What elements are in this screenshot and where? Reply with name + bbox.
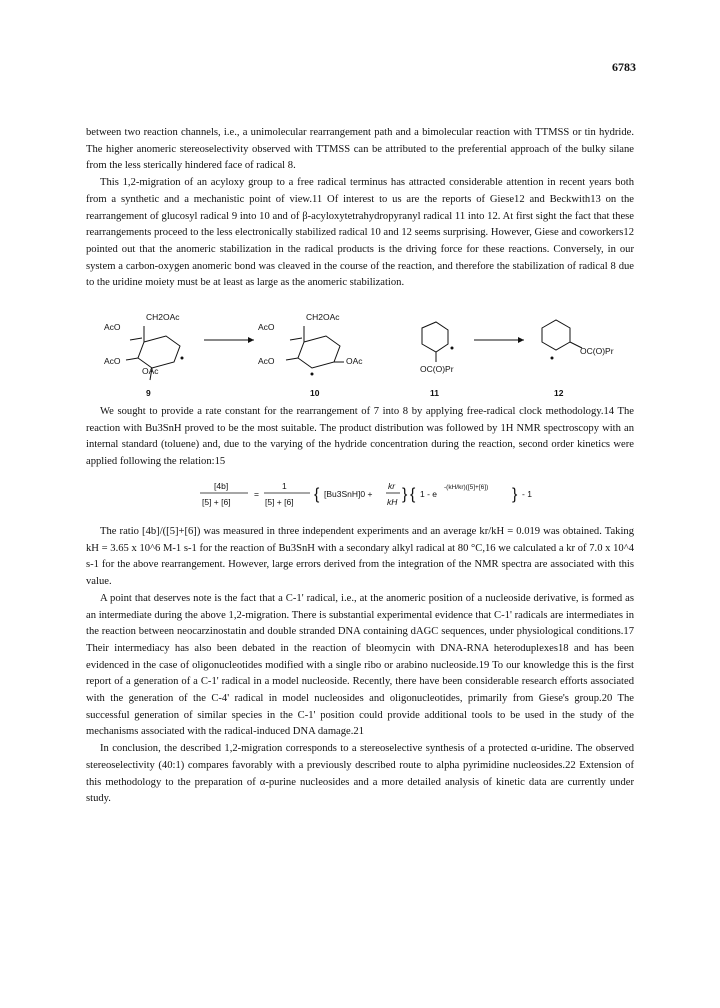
- compound-10-aco-b: AcO: [258, 356, 275, 366]
- eq-exp-base: 1 - e: [420, 489, 438, 499]
- compound-10-ch2oac: CH2OAc: [306, 312, 340, 322]
- paragraph-5: A point that deserves note is the fact that a C-1' radical, i.e., at the anomeric position of a nucleoside derivative, is formed as an intermediate during the above 1,2-migration. There is substantial experimental evidence that C-1' radicals are intermediates in the reaction between neocarzinostatin and double stranded DNA containing dAGC sequences, under physiological conditions.17 Their intermediacy has also been debated in the reaction of bleomycin with DNA-RNA heteroduplexes18 and has been evidenced in the case of oligonucleotides modified with a single ribo or arabino nucleoside.19 To our knowledge this is the first report of a generation of a C-1' radical in a model nucleoside. Recently, there have been considerable research efforts associated with the generation of the C-4' radical in model nucleosides and oligonucleotides, primarily from Giese's group.20 The successful generation of similar species in the C-1' position could provide additional tools to be used in the study of the mechanisms associated with the radical-induced DNA damage.21: [86, 592, 634, 738]
- eq-kh: kH: [387, 497, 398, 507]
- eq-kr: kr: [388, 481, 396, 491]
- compound-11-structure: [422, 322, 448, 362]
- eq-brace-open: {: [314, 486, 320, 503]
- radical-dot-11: [451, 347, 454, 350]
- kinetic-equation: [200, 476, 540, 516]
- reaction-scheme: [86, 298, 634, 400]
- paragraph-1: between two reaction channels, i.e., a unimolecular rearrangement path and a bimolecular reaction with TTMSS or tin hydride. The higher anomeric stereoselectivity observed with TTMSS can be attributed to the preferential approach of the bulky silane from the less sterically hindered face of radical 8.: [86, 127, 634, 172]
- compound-12-ocopr: OC(O)Pr: [580, 346, 614, 356]
- radical-dot-9: [181, 357, 184, 360]
- eq-lhs-denominator: [5] + [6]: [202, 497, 231, 507]
- paragraph-2: This 1,2-migration of an acyloxy group to a free radical terminus has attracted considerable attention in recent years both from a synthetic and a mechanistic point of view.11 Of interest to us are the reports of Giese12 and Beckwith13 on the rearrangement of glucosyl radical 9 into 10 and of β-acyloxytetrahydropyranyl radical 11 into 12. At first sight the fact that these rearrangements proceed to the less electronically stabilized radical 10 and 12 seems surprising. However, Giese and coworkers12 pointed out that the anomeric stabilization in the radical products is the driving force for these reactions. Conversely, in our system a carbon-oxygen anomeric bond was cleaved in the course of the reaction, and therefore the stabilization of radical 8 due to the uridine moiety must be at least as large as the anomeric stabilization.: [86, 177, 634, 289]
- compound-10-structure: [286, 326, 344, 368]
- eq-mid-denominator: [5] + [6]: [265, 497, 294, 507]
- radical-dot-12: [551, 357, 554, 360]
- paragraph-3: We sought to provide a rate constant for the rearrangement of 7 into 8 by applying free-radical clock methodology.14 The reaction with Bu3SnH proved to be the most suitable. The product distribution was followed by 1H NMR spectroscopy with an internal standard (toluene) and, due to the varying of the hydride concentration during the reaction, second order kinetics were applied following the relation:15: [86, 406, 634, 468]
- eq-exponent: -(kH/kr)([5]+[6]): [444, 484, 489, 491]
- compound-9-aco-b: AcO: [104, 356, 121, 366]
- radical-dot-10: [311, 373, 314, 376]
- compound-9-oac: OAc: [142, 366, 159, 376]
- eq-one: 1: [282, 481, 287, 491]
- eq-bu3snh: [Bu3SnH]0 +: [324, 489, 373, 499]
- eq-lhs-numerator: [4b]: [214, 481, 229, 491]
- compound-label-12: 12: [554, 388, 564, 398]
- compound-label-11: 11: [430, 388, 439, 398]
- page-number: 6783: [612, 60, 636, 74]
- text-block-top: [86, 125, 634, 292]
- compound-11-ocopr: OC(O)Pr: [420, 364, 454, 374]
- eq-brace-close: }: [402, 486, 408, 503]
- compound-9-ch2oac: CH2OAc: [146, 312, 180, 322]
- compound-label-9: 9: [146, 388, 151, 398]
- eq-brace-close-2: }: [512, 486, 518, 503]
- paragraph-4: The ratio [4b]/([5]+[6]) was measured in three independent experiments and an average kr/kH = 0.019 was obtained. Taking kH = 3.65 x 10^6 M-1 s-1 for the reaction of Bu3SnH with a secondary alkyl radical at 80 °C,16 we calculated a kr of 7.0 x 10^4 s-1 for the above rearrangement. However, large errors derived from the integration of the NMR spectra are associated with this value.: [86, 526, 634, 588]
- compound-10-oac: OAc: [346, 356, 363, 366]
- paragraph-6: In conclusion, the described 1,2-migration corresponds to a stereoselective synthesis of a protected α-uridine. The observed stereoselectivity (40:1) compares favorably with a previously described route to alpha pyrimidine nucleosides.22 Extension of this methodology to the preparation of α-purine nucleosides and a more detailed analysis of kinetic data are currently under study.: [86, 743, 634, 805]
- eq-equals: =: [254, 489, 259, 499]
- compound-9-aco-a: AcO: [104, 322, 121, 332]
- text-block-middle: [86, 404, 634, 471]
- eq-minus-one: - 1: [522, 489, 532, 499]
- eq-brace-open-2: {: [410, 486, 416, 503]
- compound-12-structure: [542, 320, 582, 350]
- compound-label-10: 10: [310, 388, 320, 398]
- text-block-bottom: [86, 524, 634, 808]
- compound-10-aco-a: AcO: [258, 322, 275, 332]
